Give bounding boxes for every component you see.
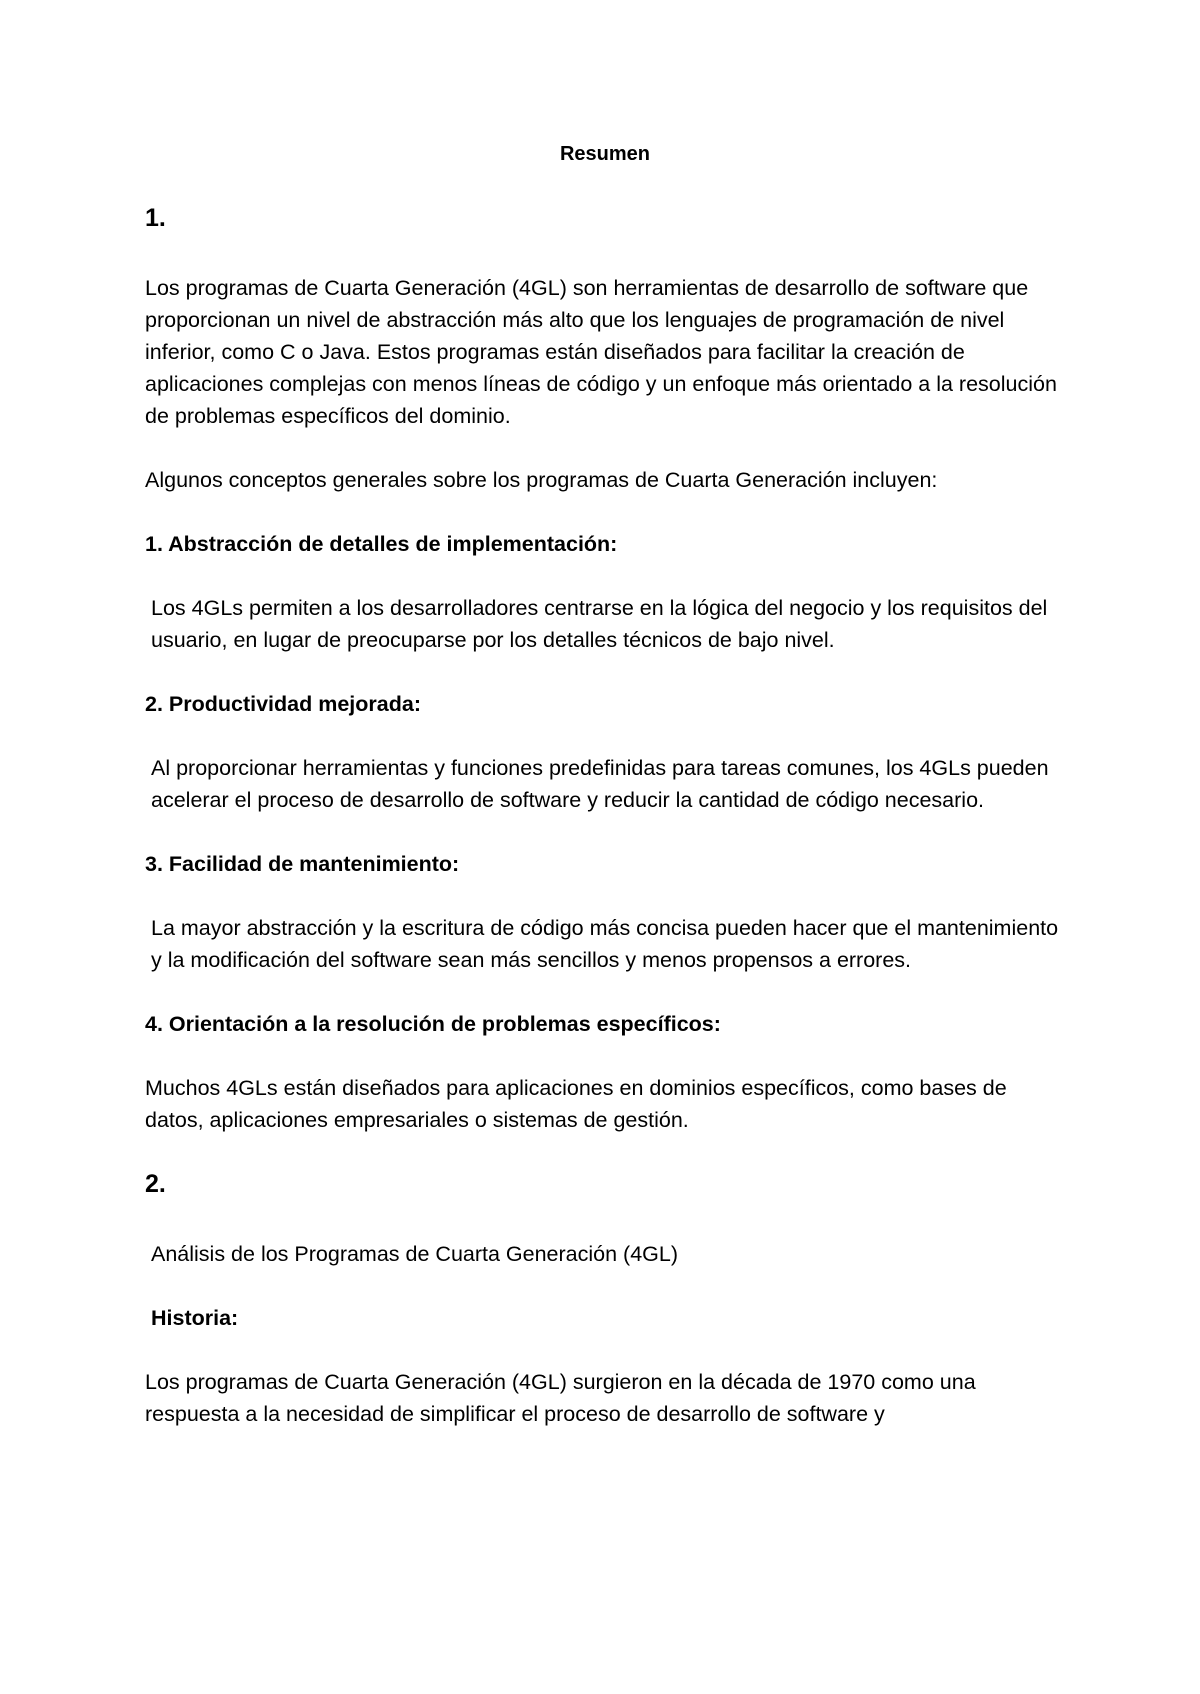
history-heading: Historia: — [151, 1306, 239, 1330]
concept-3-heading: 3. Facilidad de mantenimiento: — [145, 852, 460, 876]
concept-3-text: La mayor abstracción y la escritura de código más concisa pueden hacer que el mantenimiento y la modificación del software sean más sencillos y menos propensos a errores. — [151, 916, 1059, 972]
document-title: Resumen — [559, 143, 651, 165]
concept-1-heading: 1. Abstracción de detalles de implementación: — [145, 532, 618, 556]
concept-1-text: Los 4GLs permiten a los desarrolladores centrarse en la lógica del negocio y los requisitos del usuario, en lugar de preocuparse por los detalles técnicos de bajo nivel. — [151, 596, 1048, 652]
section-2-number: 2. — [145, 1170, 166, 1198]
section-1-intro: Los programas de Cuarta Generación (4GL) son herramientas de desarrollo de software que proporcionan un nivel de abstracción más alto que los lenguajes de programación de nivel inferior, como C o Java. Estos programas están diseñados para facilitar la creación de aplicaciones complejas con menos líneas de código y un enfoque más orientado a la resolución de problemas específicos del dominio. — [145, 276, 1057, 428]
concept-4-heading: 4. Orientación a la resolución de problemas específicos: — [145, 1012, 721, 1036]
concept-2-text: Al proporcionar herramientas y funciones predefinidas para tareas comunes, los 4GLs pueden acelerar el proceso de desarrollo de software y reducir la cantidad de código necesario. — [151, 756, 1049, 812]
concept-2-heading: 2. Productividad mejorada: — [145, 692, 421, 716]
history-text: Los programas de Cuarta Generación (4GL) surgieron en la década de 1970 como una respuesta a la necesidad de simplificar el proceso de desarrollo de software y — [145, 1370, 976, 1426]
section-1-number: 1. — [145, 204, 166, 232]
section-2-subtitle: Análisis de los Programas de Cuarta Generación (4GL) — [151, 1242, 679, 1266]
section-1-lead: Algunos conceptos generales sobre los programas de Cuarta Generación incluyen: — [145, 468, 938, 492]
document-content — [145, 140, 1065, 1462]
concept-4-text: Muchos 4GLs están diseñados para aplicaciones en dominios específicos, como bases de datos, aplicaciones empresariales o sistemas de gestión. — [145, 1076, 1007, 1132]
